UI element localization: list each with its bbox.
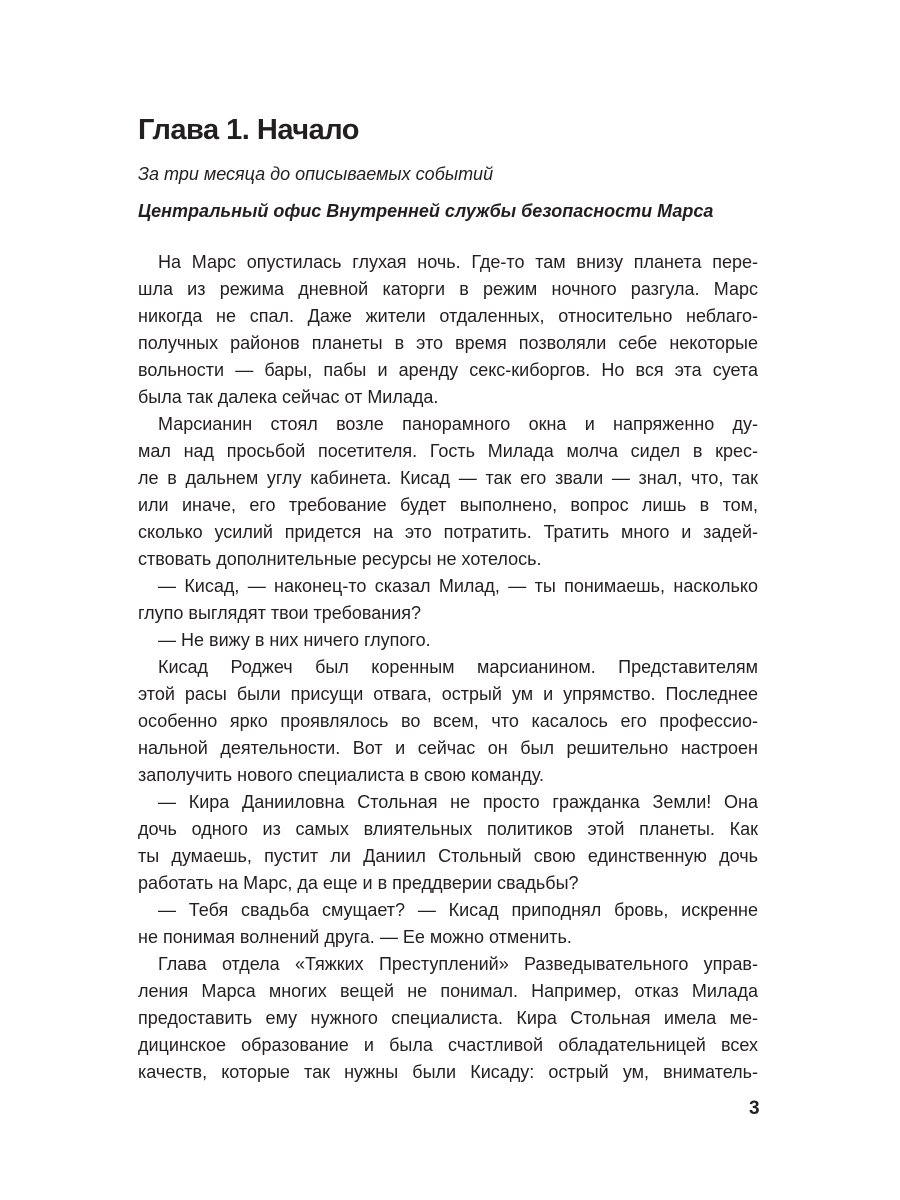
text-line: ле в дальнем углу кабинета. Кисад — так его звали — знал, что, так: [138, 468, 758, 488]
text-line: или иначе, его требование будет выполнено, вопрос лишь в том,: [138, 495, 758, 515]
text-line: глупо выглядят твои требования?: [138, 603, 422, 623]
text-line: ствовать дополнительные ресурсы не хотелось.: [138, 549, 542, 569]
text-line: На Марс опустилась глухая ночь. Где-то там внизу планета пере-: [158, 252, 758, 272]
text-line: качеств, которые так нужны были Кисаду: острый ум, вниматель-: [138, 1062, 758, 1082]
page-number: 3: [749, 1098, 760, 1119]
scene-location: Центральный офис Внутренней службы безопасности Марса: [138, 201, 714, 221]
text-line: дочь одного из самых влиятельных политиков этой планеты. Как: [138, 819, 758, 839]
text-line: ления Марса многих вещей не понимал. Например, отказ Милада: [138, 981, 758, 1001]
text-line: шла из режима дневной каторги в режим ночного разгула. Марс: [138, 279, 758, 299]
chapter-title: Глава 1. Начало: [138, 114, 359, 146]
text-line: получных районов планеты в это время позволяли себе некоторые: [138, 333, 758, 353]
text-line: не понимая волнений друга. — Ее можно отменить.: [138, 927, 572, 947]
text-line: заполучить нового специалиста в свою команду.: [138, 765, 544, 785]
text-line: сколько усилий придется на это потратить. Тратить много и задей-: [138, 522, 758, 542]
text-line: нальной деятельности. Вот и сейчас он был решительно настроен: [138, 738, 758, 758]
text-line: особенно ярко проявлялось во всем, что касалось его профессио-: [138, 711, 758, 731]
text-line: вольности — бары, пабы и аренду секс-киборгов. Но вся эта суета: [138, 360, 758, 380]
paragraph: [138, 411, 758, 573]
text-line: — Тебя свадьба смущает? — Кисад приподнял бровь, искренне: [158, 900, 758, 920]
text-line: работать на Марс, да еще и в преддверии свадьбы?: [138, 873, 579, 893]
body-text: [138, 249, 758, 1086]
text-line: — Не вижу в них ничего глупого.: [158, 630, 431, 650]
text-line: предоставить ему нужного специалиста. Кира Стольная имела ме-: [138, 1008, 758, 1028]
text-line: была так далека сейчас от Милада.: [138, 387, 439, 407]
paragraph: [138, 951, 758, 1086]
paragraph: [138, 654, 758, 789]
paragraph: [138, 627, 758, 654]
text-line: — Кисад, — наконец-то сказал Милад, — ты понимаешь, насколько: [158, 576, 758, 596]
text-line: Кисад Роджеч был коренным марсианином. Представителям: [158, 657, 758, 677]
paragraph: [138, 573, 758, 627]
text-line: никогда не спал. Даже жители отдаленных, относительно неблаго-: [138, 306, 758, 326]
paragraph: [138, 897, 758, 951]
paragraph: [138, 789, 758, 897]
text-line: дицинское образование и была счастливой обладательницей всех: [138, 1035, 758, 1055]
text-line: мал над просьбой посетителя. Гость Милада молча сидел в крес-: [138, 441, 758, 461]
text-line: Марсианин стоял возле панорамного окна и напряженно ду-: [158, 414, 758, 434]
text-line: ты думаешь, пустит ли Даниил Стольный свою единственную дочь: [138, 846, 758, 866]
text-line: — Кира Данииловна Стольная не просто гражданка Земли! Она: [158, 792, 758, 812]
text-line: Глава отдела «Тяжких Преступлений» Разведывательного управ-: [158, 954, 758, 974]
text-line: этой расы были присущи отвага, острый ум и упрямство. Последнее: [138, 684, 758, 704]
chapter-subtitle: За три месяца до описываемых событий: [138, 164, 494, 184]
paragraph: [138, 249, 758, 411]
